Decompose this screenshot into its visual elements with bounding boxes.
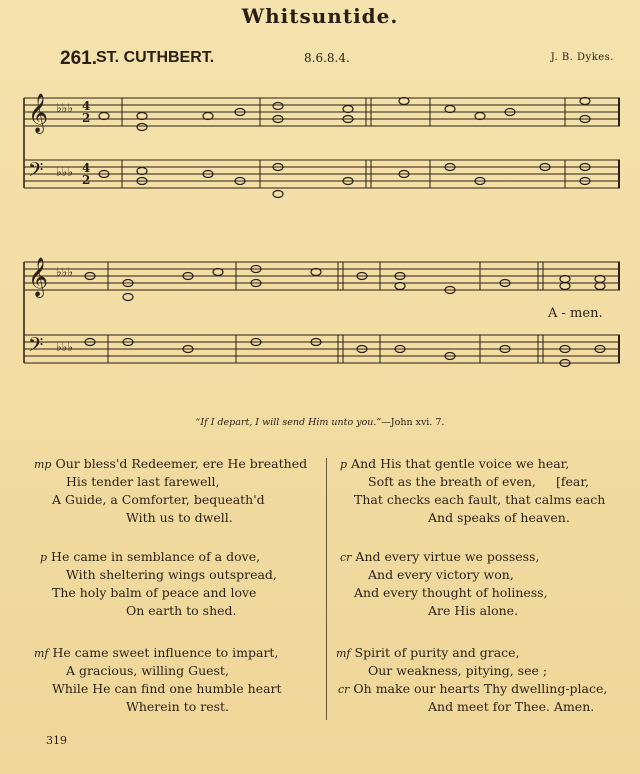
verse-line: His tender last farewell, bbox=[66, 474, 220, 489]
notes-1 bbox=[99, 98, 590, 198]
barlines-2 bbox=[108, 262, 619, 363]
music-system-1 bbox=[24, 93, 620, 198]
epigraph-reference: John xvi. 7. bbox=[390, 417, 445, 428]
page-number: 319 bbox=[46, 734, 67, 747]
verse-line: mp Our bless'd Redeemer, ere He breathed bbox=[34, 456, 308, 471]
verse-line: A gracious, willing Guest, bbox=[66, 663, 229, 678]
notes-2 bbox=[85, 266, 605, 367]
key-flats-icon: ♭♭♭ bbox=[56, 101, 73, 115]
verse-line: Our weakness, pitying, see ; bbox=[368, 663, 548, 678]
verse-line: mf Spirit of purity and grace, bbox=[336, 645, 520, 660]
verse-line: On earth to shed. bbox=[126, 603, 237, 618]
verse-line: Wherein to rest. bbox=[126, 699, 229, 714]
verse-line: And speaks of heaven. bbox=[428, 510, 570, 525]
verse-line: That checks each fault, that calms each bbox=[354, 492, 606, 507]
amen-lyric: A - men. bbox=[548, 306, 603, 321]
epigraph bbox=[0, 417, 640, 428]
bass-clef-icon-2: 𝄢 bbox=[28, 333, 44, 361]
treble-staff-1 bbox=[24, 98, 620, 126]
verse-line: mf He came sweet influence to impart, bbox=[34, 645, 279, 660]
verse-line: While He can find one humble heart bbox=[52, 681, 282, 696]
verse-line: cr And every virtue we possess, bbox=[340, 549, 540, 564]
composer: J. B. Dykes. bbox=[550, 52, 614, 63]
tune-name: ST. CUTHBERT. bbox=[96, 49, 215, 66]
meter: 8.6.8.4. bbox=[304, 51, 350, 65]
treble-staff-2 bbox=[24, 262, 620, 290]
verse-line: The holy balm of peace and love bbox=[52, 585, 257, 600]
key-flats-bass-icon-2: ♭♭♭ bbox=[56, 340, 73, 354]
verse-line: Soft as the breath of even, bbox=[368, 474, 536, 489]
verse-line: [fear, bbox=[556, 474, 589, 489]
verse-line: p And His that gentle voice we hear, bbox=[340, 456, 570, 471]
verse-line: And every thought of holiness, bbox=[354, 585, 548, 600]
time-signature: 4 bbox=[82, 99, 91, 113]
section-title: Whitsuntide. bbox=[241, 4, 399, 28]
verse-line: cr Oh make our hearts Thy dwelling-place, bbox=[338, 681, 608, 696]
epigraph-quote: “If I depart, I will send Him unto you.”— bbox=[195, 417, 391, 428]
treble-clef-icon-2: 𝄞 bbox=[28, 257, 49, 297]
verse-line: With us to dwell. bbox=[126, 510, 233, 525]
svg-text:2: 2 bbox=[82, 173, 91, 187]
hymn-number: 261. bbox=[60, 48, 97, 69]
verse-line: And meet for Thee. Amen. bbox=[428, 699, 595, 714]
key-flats-bass-icon: ♭♭♭ bbox=[56, 165, 73, 179]
svg-text:2: 2 bbox=[82, 111, 91, 125]
music-system-2 bbox=[24, 257, 620, 367]
bass-staff-1 bbox=[24, 160, 620, 188]
key-flats-icon-2: ♭♭♭ bbox=[56, 265, 73, 279]
verse-line: p He came in semblance of a dove, bbox=[40, 549, 261, 564]
treble-clef-icon: 𝄞 bbox=[28, 93, 49, 133]
bass-staff-2 bbox=[24, 335, 620, 363]
bass-clef-icon: 𝄢 bbox=[28, 158, 44, 186]
verse-line: A Guide, a Comforter, bequeath'd bbox=[52, 492, 265, 507]
verse-line: Are His alone. bbox=[428, 603, 519, 618]
barlines-1 bbox=[122, 98, 619, 188]
svg-text:4: 4 bbox=[82, 161, 91, 175]
verse-line: With sheltering wings outspread, bbox=[66, 567, 277, 582]
column-divider bbox=[326, 458, 327, 720]
verse-line: And every victory won, bbox=[368, 567, 514, 582]
